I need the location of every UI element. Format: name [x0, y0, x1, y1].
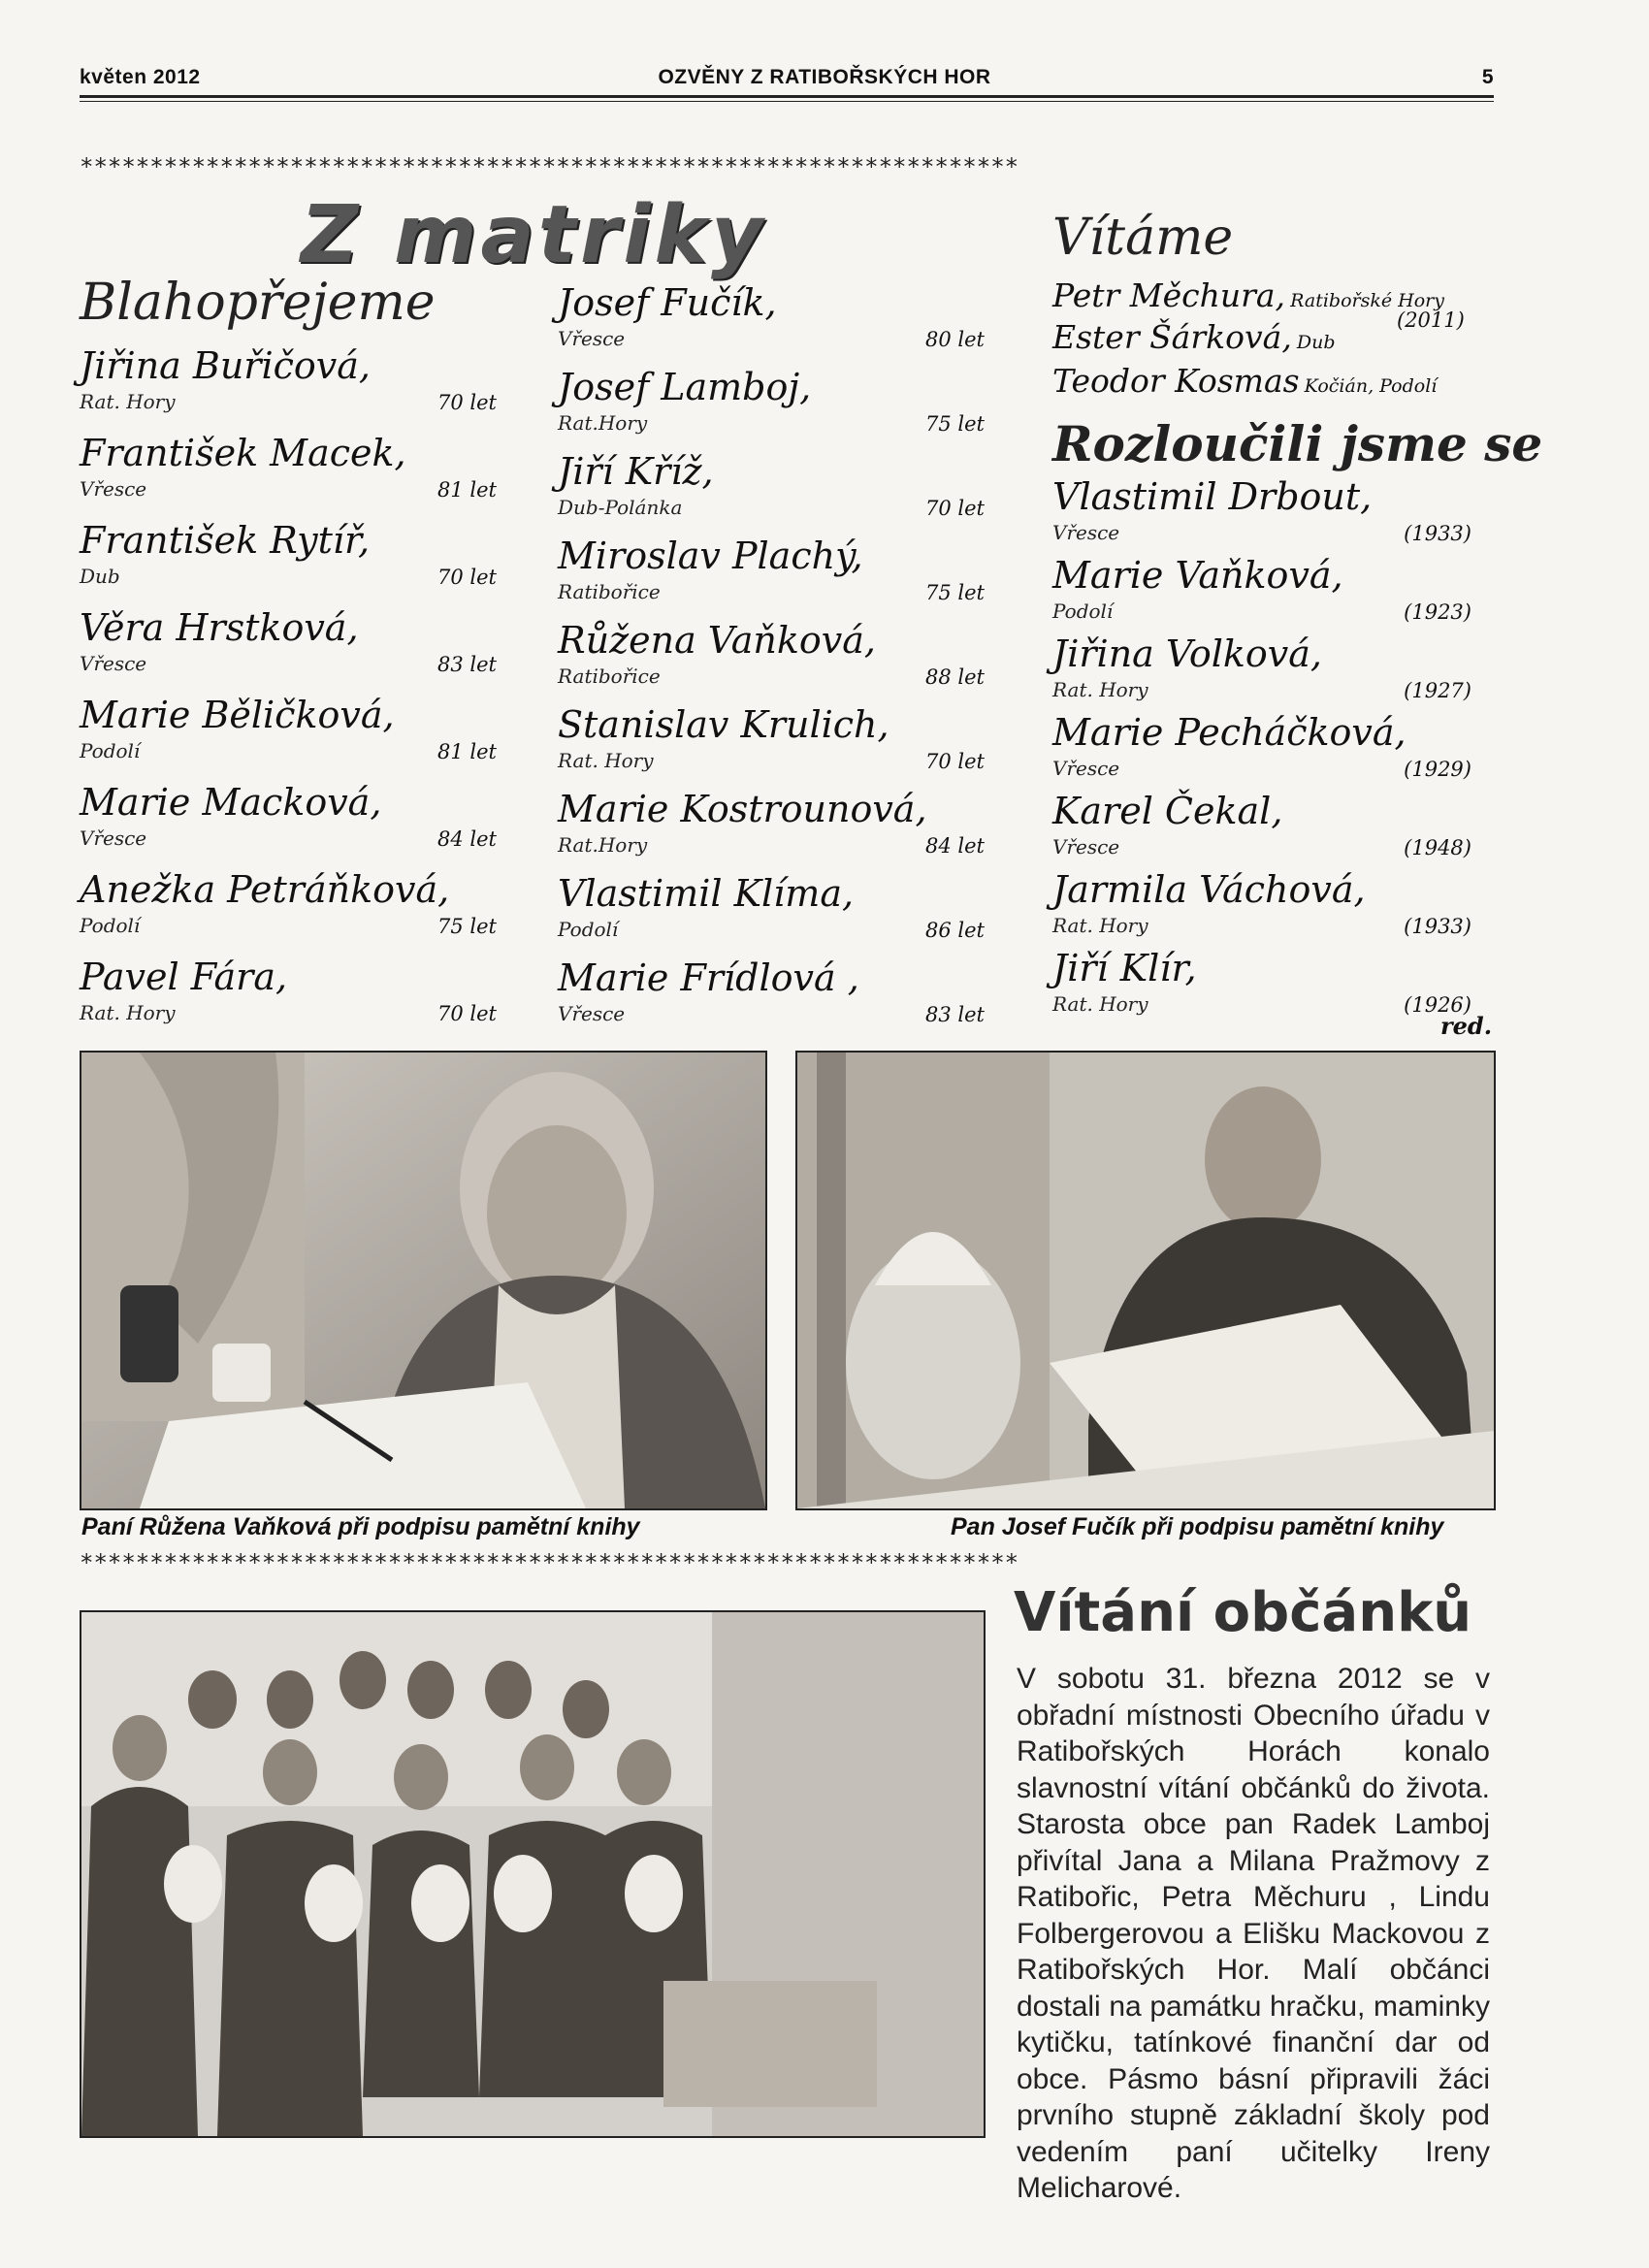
birthday-age: 84 let — [437, 827, 497, 851]
obituary-name: Jiří Klír, — [1052, 947, 1197, 989]
birthday-age: 80 let — [925, 328, 985, 351]
birthday-name: Marie Kostrounová, — [558, 788, 927, 830]
birthday-place: Vřesce — [80, 652, 147, 675]
birthday-place: Ratibořice — [558, 580, 661, 603]
obituary-place: Rat. Hory — [1052, 678, 1148, 701]
birthday-entry — [80, 956, 497, 1027]
birthday-age: 75 let — [925, 412, 985, 436]
birthday-entry — [558, 872, 985, 944]
birthday-entry — [558, 450, 985, 522]
photo-ruzena-vankova — [80, 1051, 767, 1510]
photo-josef-fucik — [795, 1051, 1496, 1510]
obituary-entry — [1052, 790, 1471, 861]
header-rule — [80, 95, 1494, 98]
obituary-entry — [1052, 632, 1471, 704]
birthday-age: 88 let — [925, 665, 985, 689]
section-title-matriky: Z matriky — [301, 189, 767, 281]
obituary-year: (1933) — [1404, 915, 1471, 938]
newborn-name: Ester Šárková, — [1052, 318, 1292, 356]
obituary-entry — [1052, 475, 1471, 547]
birthday-name: Miroslav Plachý, — [558, 535, 863, 577]
newborn-name: Petr Měchura, — [1052, 276, 1286, 314]
newborn-place: Dub — [1296, 332, 1336, 353]
obituary-name: Jarmila Váchová, — [1052, 868, 1366, 911]
caption-left: Paní Růžena Vaňková při podpisu pamětní knihy — [81, 1513, 640, 1540]
heading-vitame: Vítáme — [1052, 209, 1234, 267]
birthday-age: 81 let — [437, 740, 497, 763]
obituary-name: Vlastimil Drbout, — [1052, 475, 1373, 518]
birthday-entry — [558, 281, 985, 353]
birthday-entry — [80, 519, 497, 591]
obituary-place: Vřesce — [1052, 757, 1120, 780]
birthday-name: Marie Frídlová , — [558, 956, 859, 999]
newborn-name: Teodor Kosmas — [1052, 362, 1300, 400]
birthday-entry — [558, 788, 985, 859]
obituary-name: Marie Vaňková, — [1052, 554, 1343, 597]
newborn-place: Kočián, Podolí — [1304, 375, 1438, 397]
birthday-age: 81 let — [437, 478, 497, 502]
newborn-year: (2011) — [1397, 308, 1465, 332]
obituary-name: Jiřina Volková, — [1052, 632, 1323, 675]
obituary-place: Podolí — [1052, 599, 1114, 623]
birthday-entry — [558, 703, 985, 775]
birthday-entry — [558, 956, 985, 1028]
birthday-name: Věra Hrstková, — [80, 606, 359, 649]
obituary-place: Vřesce — [1052, 521, 1120, 544]
caption-right: Pan Josef Fučík při podpisu pamětní knihy — [951, 1513, 1444, 1540]
birthday-age: 75 let — [437, 915, 497, 938]
obituary-place: Vřesce — [1052, 835, 1120, 859]
birthday-age: 70 let — [925, 750, 985, 773]
birthday-entry — [80, 606, 497, 678]
birthday-name: Pavel Fára, — [80, 956, 288, 998]
birthday-name: Jiří Kříž, — [558, 450, 714, 493]
newspaper-title: OZVĚNY Z RATIBOŘSKÝCH HOR — [658, 66, 991, 88]
photo-ruzena-vankova-image — [81, 1053, 765, 1508]
obituary-year: (1929) — [1404, 758, 1471, 781]
heading-rozloucili: Rozloučili jsme se — [1052, 415, 1543, 472]
birthday-place: Rat. Hory — [558, 749, 654, 772]
birthday-age: 83 let — [925, 1003, 985, 1026]
newborn-entry — [1052, 276, 1444, 314]
birthday-entry — [558, 535, 985, 606]
birthday-name: Jiřina Buřičová, — [80, 344, 371, 387]
birthday-place: Rat. Hory — [80, 1001, 176, 1024]
birthday-entry — [80, 781, 497, 853]
birthday-place: Rat.Hory — [558, 411, 648, 435]
birthday-name: Marie Macková, — [80, 781, 382, 824]
birthday-entry — [80, 344, 497, 416]
photo-welcoming-ceremony — [80, 1610, 986, 2138]
heading-blahoprejeme: Blahopřejeme — [80, 274, 436, 332]
birthday-entry — [80, 868, 497, 940]
birthday-place: Dub — [80, 565, 120, 588]
birthday-age: 84 let — [925, 834, 985, 858]
birthday-name: Růžena Vaňková, — [558, 619, 876, 662]
obituary-year: (1927) — [1404, 679, 1471, 702]
birthday-place: Dub-Polánka — [558, 496, 683, 519]
newborn-place: Ratibořské Hory — [1290, 290, 1444, 311]
birthday-place: Rat. Hory — [80, 390, 176, 413]
birthday-name: František Rytíř, — [80, 519, 371, 562]
newborn-entry — [1052, 362, 1437, 400]
article-body: V sobotu 31. března 2012 se v obřadní místnosti Obecního úřadu v Ratibořských Horách konalo slavnostní vítání občánků do života. Starosta obce pan Radek Lamboj přivítal Jana a Milana Pražmovy z Ratibořic, Petra Měchuru , Lindu Folbergerovou a Elišku Mackovou z Ratibořských Hor. Malí občánci dostali na památku hračku, maminky kytičku, tatínkové finanční dar od obce. Pásmo básní připravili žáci prvního stupně základní školy pod vedením paní učitelky Ireny Melicharové. — [1017, 1663, 1490, 2204]
birthday-name: Vlastimil Klíma, — [558, 872, 855, 915]
photo-josef-fucik-image — [797, 1053, 1494, 1508]
birthday-age: 70 let — [437, 391, 497, 414]
star-divider-bottom: ******************************************************************* — [80, 1549, 1019, 1576]
photo-welcoming-ceremony-image — [81, 1612, 984, 2136]
birthday-place: Rat.Hory — [558, 833, 648, 857]
birthday-name: Josef Fučík, — [558, 281, 777, 324]
birthday-place: Vřesce — [80, 477, 147, 501]
obituary-year: (1948) — [1404, 836, 1471, 859]
star-divider-top: ******************************************************************* — [80, 153, 1019, 180]
obituary-place: Rat. Hory — [1052, 992, 1148, 1016]
obituary-name: Marie Pecháčková, — [1052, 711, 1406, 754]
birthday-age: 70 let — [925, 497, 985, 520]
birthday-age: 86 let — [925, 919, 985, 942]
birthday-place: Vřesce — [558, 327, 626, 350]
issue-date: květen 2012 — [80, 66, 201, 88]
birthday-place: Ratibořice — [558, 664, 661, 688]
birthday-entry — [80, 432, 497, 503]
obituary-entry — [1052, 554, 1471, 626]
birthday-place: Podolí — [558, 918, 619, 941]
obituary-year: (1933) — [1404, 522, 1471, 545]
obituary-place: Rat. Hory — [1052, 914, 1148, 937]
birthday-place: Vřesce — [558, 1002, 626, 1025]
birthday-age: 70 let — [437, 566, 497, 589]
birthday-name: František Macek, — [80, 432, 406, 474]
obituary-entry — [1052, 868, 1471, 940]
birthday-name: Anežka Petráňková, — [80, 868, 450, 911]
newborn-entry — [1052, 318, 1336, 356]
birthday-age: 75 let — [925, 581, 985, 604]
obituary-year: (1923) — [1404, 600, 1471, 624]
birthday-place: Podolí — [80, 914, 141, 937]
birthday-entry — [558, 619, 985, 691]
obituary-year: (1926) — [1404, 993, 1471, 1017]
obituary-entry — [1052, 947, 1471, 1019]
article-title: Vítání občánků — [1014, 1581, 1472, 1644]
page-number: 5 — [1481, 66, 1494, 88]
birthday-age: 70 let — [437, 1002, 497, 1025]
birthday-name: Josef Lamboj, — [558, 366, 812, 408]
birthday-name: Marie Běličková, — [80, 694, 395, 736]
birthday-entry — [80, 694, 497, 765]
editor-signature: red. — [1440, 1012, 1493, 1040]
birthday-name: Stanislav Krulich, — [558, 703, 889, 746]
obituary-entry — [1052, 711, 1471, 783]
birthday-age: 83 let — [437, 653, 497, 676]
header-rule-thin — [80, 101, 1494, 102]
obituary-name: Karel Čekal, — [1052, 790, 1283, 832]
birthday-entry — [558, 366, 985, 437]
birthday-place: Vřesce — [80, 826, 147, 850]
birthday-place: Podolí — [80, 739, 141, 762]
